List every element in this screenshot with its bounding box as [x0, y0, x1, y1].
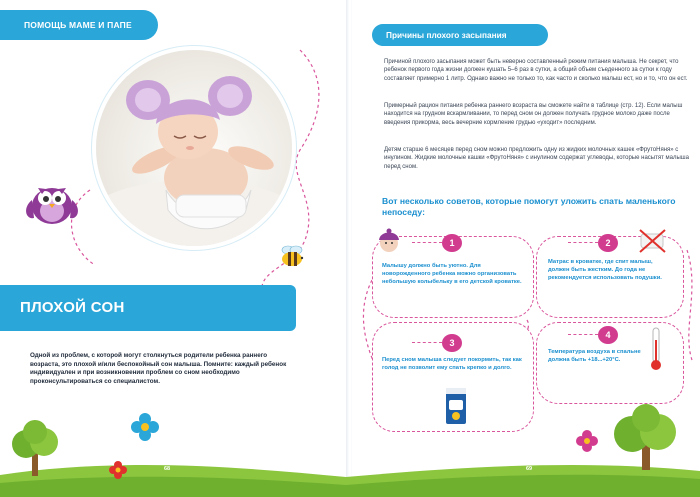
page-number-left: 68: [164, 466, 171, 472]
section-tab: ПОМОЩЬ МАМЕ И ПАПЕ: [0, 10, 158, 40]
paragraph-3: [384, 146, 690, 171]
paragraph-1: [384, 58, 690, 83]
thermometer-icon: [648, 326, 664, 372]
tip-text-1: Малышу должно быть уютно. Для новорожденного ребенка можно организовать небольшую колыбельку в его детской кроватке.: [382, 263, 522, 286]
tip-number-1: 1: [442, 234, 462, 252]
intro-paragraph: Одной из проблем, с которой могут столкнуться родители ребенка раннего возраста, это плохой и/или беспокойный сон малыша. Помните: каждый ребенок индивидуален и при возникновении проблем со сном необходимо проконсультироваться со специалистом.: [30, 352, 287, 385]
page-number-right: 69: [526, 466, 533, 472]
tip-text-4: Температура воздуха в спальне должна быть +18...+20°С.: [548, 349, 641, 364]
tips-heading: Вот несколько советов, которые помогут уложить спать маленького непоседу:: [382, 196, 676, 217]
flower-small-icon: [108, 460, 128, 480]
bee-illustration: [278, 244, 308, 273]
intro-text: [30, 352, 292, 386]
tip-number-4: 4: [598, 326, 618, 344]
paragraph-2: [384, 102, 690, 127]
flower-icon: [130, 412, 160, 442]
baby-character-icon: [374, 228, 404, 256]
tip-text-2: Матрас в кроватке, где спит малыш, должен быть жестким. До года не рекомендуется использовать подушки.: [548, 259, 662, 282]
paragraph-text: Примерный рацион питания ребенка раннего возраста вы сможете найти в таблице (стр. 12). Если малыш находится на грудном вскармливании, то перед сном он должен получать грудное молоко даже после введения прикорма, весь вечерние кормление грудью «уходит» последним.: [384, 103, 683, 126]
tip-number-2: 2: [598, 234, 618, 252]
porridge-carton-icon: [444, 386, 470, 426]
crossed-pillow-icon: [638, 228, 668, 254]
paragraph-text: Детям старше 6 месяцев перед сном можно предложить одну из жидких молочных кашек «ФрутоНяня» с инулином. Жидкие молочные кашки «ФрутоНяня» с инулином содержат углеводы, которые насытят малыша перед сном.: [384, 147, 689, 170]
title-banner: [0, 285, 296, 331]
owl-illustration: [20, 178, 84, 231]
page-title: ПЛОХОЙ СОН: [20, 299, 125, 316]
tip-number-3: 3: [442, 334, 462, 352]
paragraph-text: Причиной плохого засыпания может быть неверно составленный режим питания малыша. Не секрет, что ребенок первого года жизни должен кушать 5–6 раз в сутки, а общий объем съеденного за сутки к году составляет примерно 1 литр. Однако важно не только то, как часто и сколько малыш ест, но и то, что он ест.: [384, 59, 688, 82]
tree-right-icon: [606, 404, 686, 474]
sleeping-baby-photo: [96, 50, 292, 246]
flower-right-icon: [576, 430, 598, 452]
tip-text-3: Перед сном малыша следует покормить, так как голод не позволит ему спать крепко и долго.: [382, 357, 522, 372]
tree-left-icon: [6, 420, 66, 480]
section-heading-tab: Причины плохого засыпания: [372, 24, 548, 46]
